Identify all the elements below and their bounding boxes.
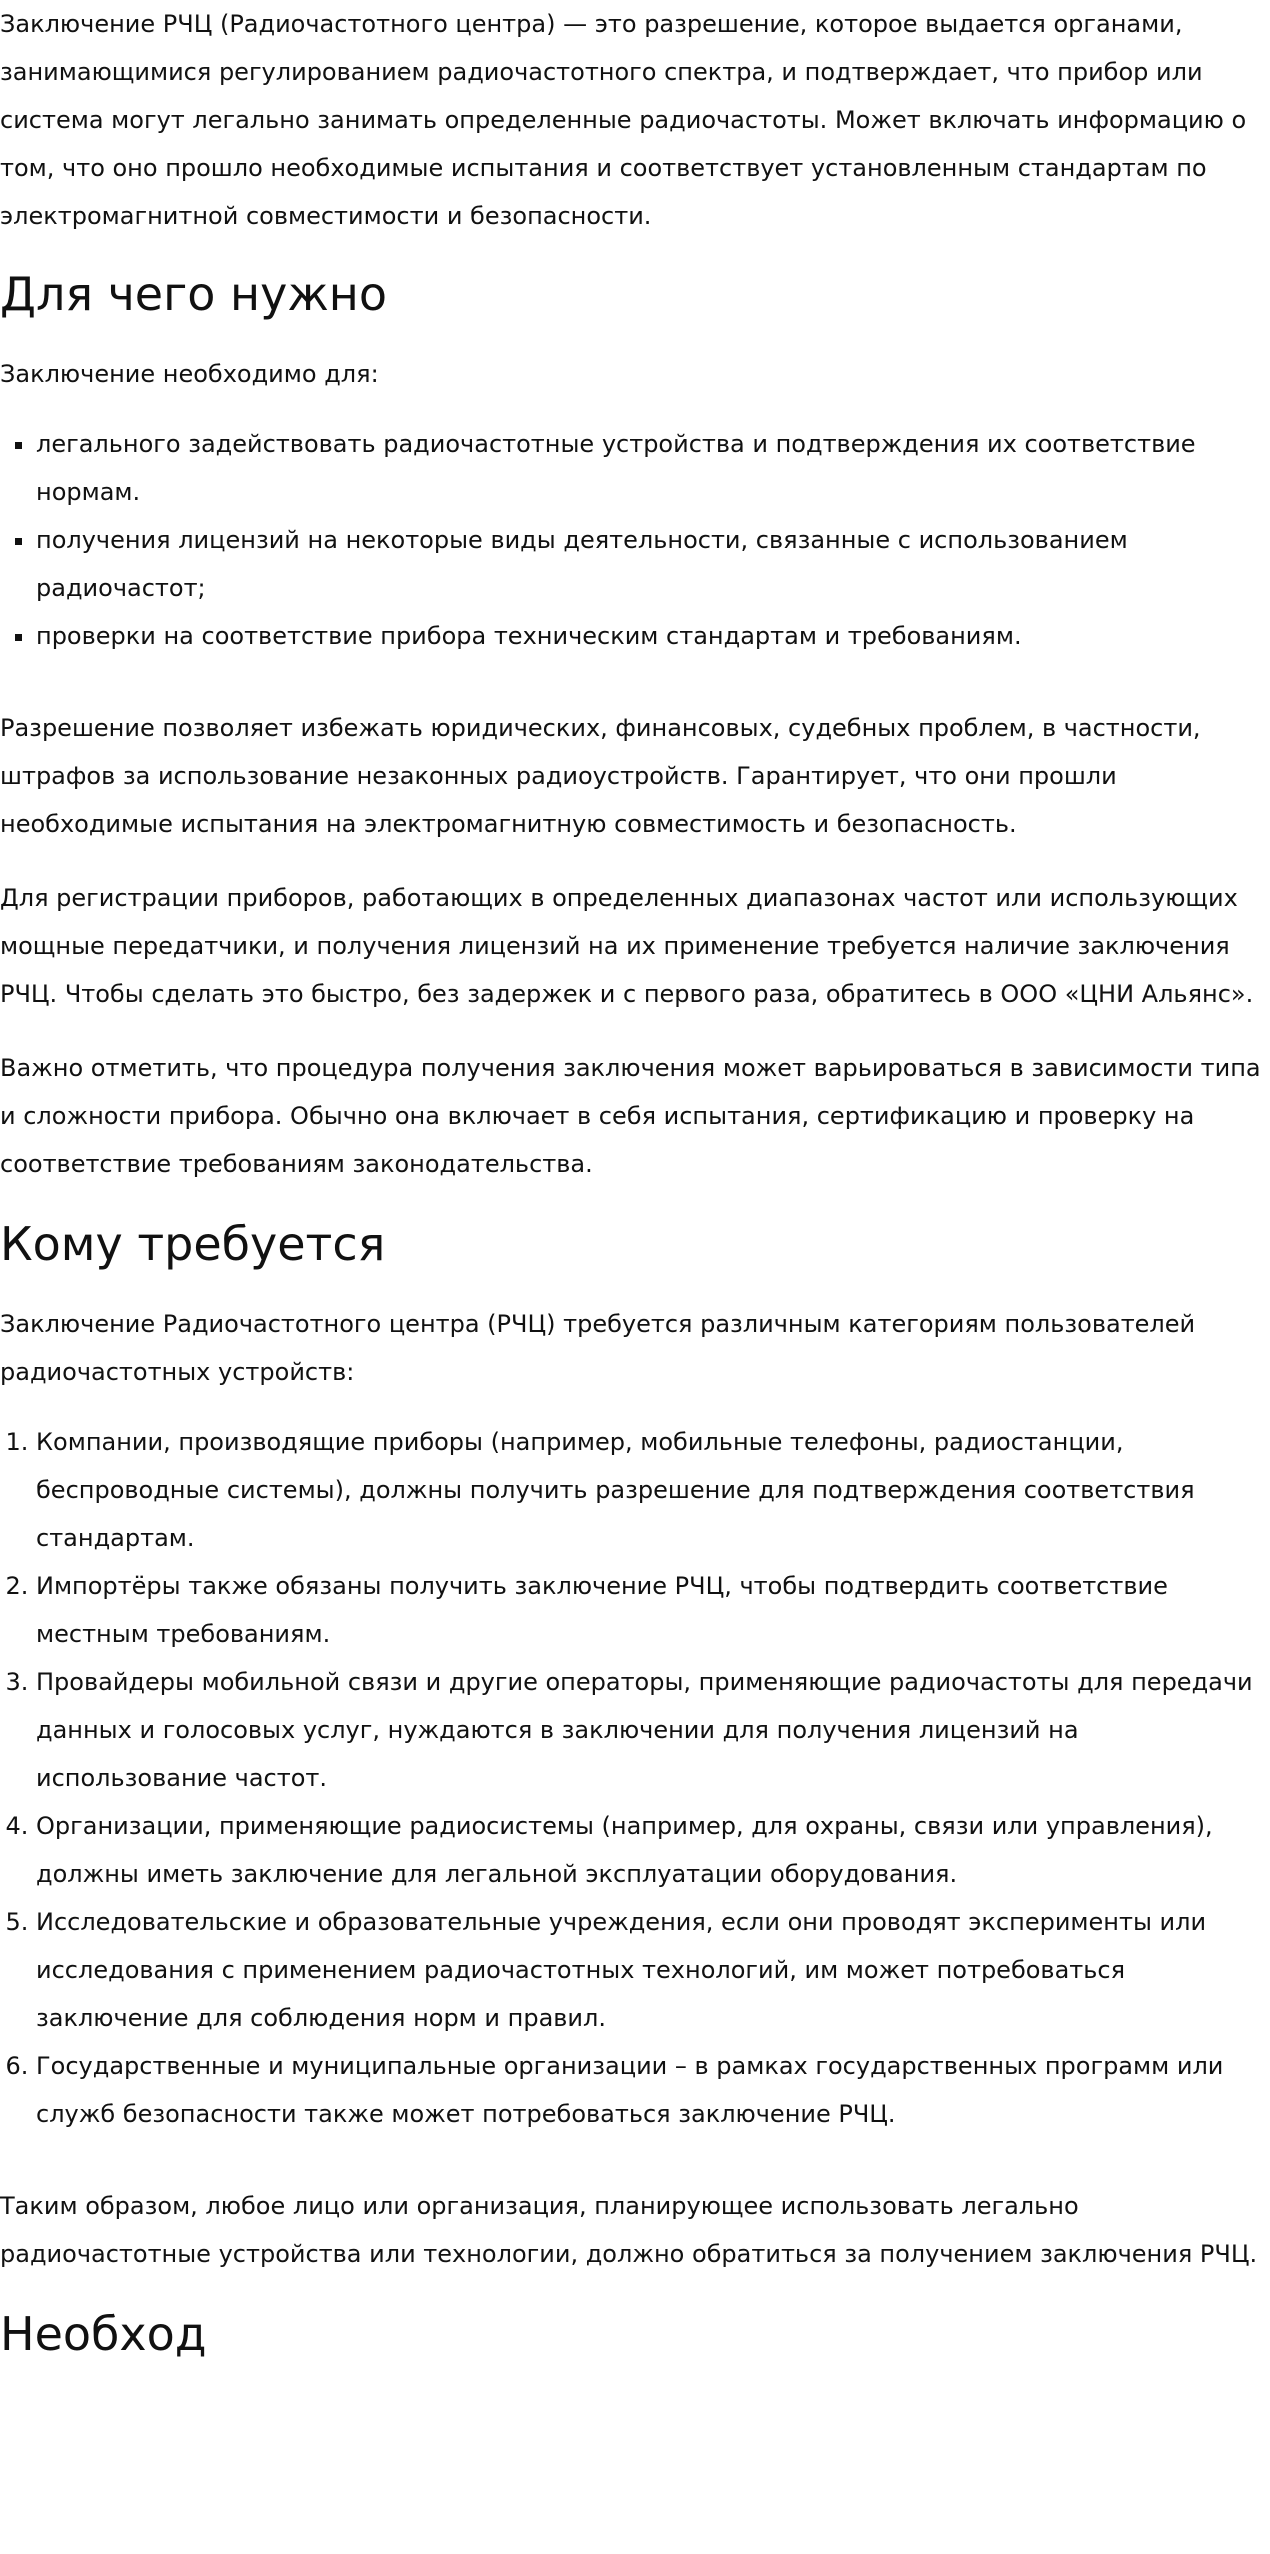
who-numbered-list — [0, 1396, 1270, 2160]
why-paragraph: Для регистрации приборов, работающих в определенных диапазонах частот или использующих мощные передатчики, и получения лицензий на их применение требуется наличие заключения РЧЦ. Чтобы сделать это быстро, без задержек и с первого раза, обратитесь в ООО «ЦНИ Альянс». — [0, 884, 1254, 1008]
heading-necessary: Необход — [0, 2307, 207, 2361]
list-item: 1. Компании, производящие приборы (например, мобильные телефоны, радиостанции, беспроводные системы), должны получить разрешение для подтверждения соответствия стандартам. — [36, 1418, 1270, 1562]
why-paragraph: Важно отметить, что процедура получения заключения может варьироваться в зависимости типа и сложности прибора. Обычно она включает в себя испытания, сертификацию и проверку на соответствие требованиям законодательства. — [0, 1054, 1261, 1178]
who-lead-paragraph: Заключение Радиочастотного центра (РЧЦ) требуется различным категориям пользователей радиочастотных устройств: — [0, 1310, 1196, 1386]
why-bullet-list — [0, 398, 1270, 682]
list-item: ▪ получения лицензий на некоторые виды деятельности, связанные с использованием радиочастот; — [36, 516, 1270, 612]
list-item: ▪ легального задействовать радиочастотные устройства и подтверждения их соответствие нормам. — [36, 420, 1270, 516]
why-lead-paragraph: Заключение необходимо для: — [0, 360, 379, 388]
list-item: 3. Провайдеры мобильной связи и другие операторы, применяющие радиочастоты для передачи данных и голосовых услуг, нуждаются в заключении для получения лицензий на использование частот. — [36, 1658, 1270, 1802]
list-item: 5. Исследовательские и образовательные учреждения, если они проводят эксперименты или исследования с применением радиочастотных технологий, им может потребоваться заключение для соблюдения норм и правил. — [36, 1898, 1270, 2042]
list-item: 4. Организации, применяющие радиосистемы (например, для охраны, связи или управления), должны иметь заключение для легальной эксплуатации оборудования. — [36, 1802, 1270, 1898]
intro-paragraph: Заключение РЧЦ (Радиочастотного центра) — это разрешение, которое выдается органами, занимающимися регулированием радиочастотного спектра, и подтверждает, что прибор или система могут легально занимать определенные радиочастоты. Может включать информацию о том, что оно прошло необходимые испытания и соответствует установленным стандартам по электромагнитной совместимости и безопасности. — [0, 10, 1247, 230]
why-paragraph: Разрешение позволяет избежать юридических, финансовых, судебных проблем, в частности, штрафов за использование незаконных радиоустройств. Гарантирует, что они прошли необходимые испытания на электромагнитную совместимость и безопасность. — [0, 714, 1201, 838]
list-item: ▪ проверки на соответствие прибора техническим стандартам и требованиям. — [36, 612, 1270, 660]
list-item: 6. Государственные и муниципальные организации – в рамках государственных программ или служб безопасности также может потребоваться заключение РЧЦ. — [36, 2042, 1270, 2138]
who-conclusion-paragraph: Таким образом, любое лицо или организация, планирующее использовать легально радиочастотные устройства или технологии, должно обратиться за получением заключения РЧЦ. — [0, 2192, 1258, 2268]
heading-who-requires: Кому требуется — [0, 1217, 386, 1271]
heading-why-needed: Для чего нужно — [0, 267, 388, 321]
list-item: 2. Импортёры также обязаны получить заключение РЧЦ, чтобы подтвердить соответствие местным требованиям. — [36, 1562, 1270, 1658]
